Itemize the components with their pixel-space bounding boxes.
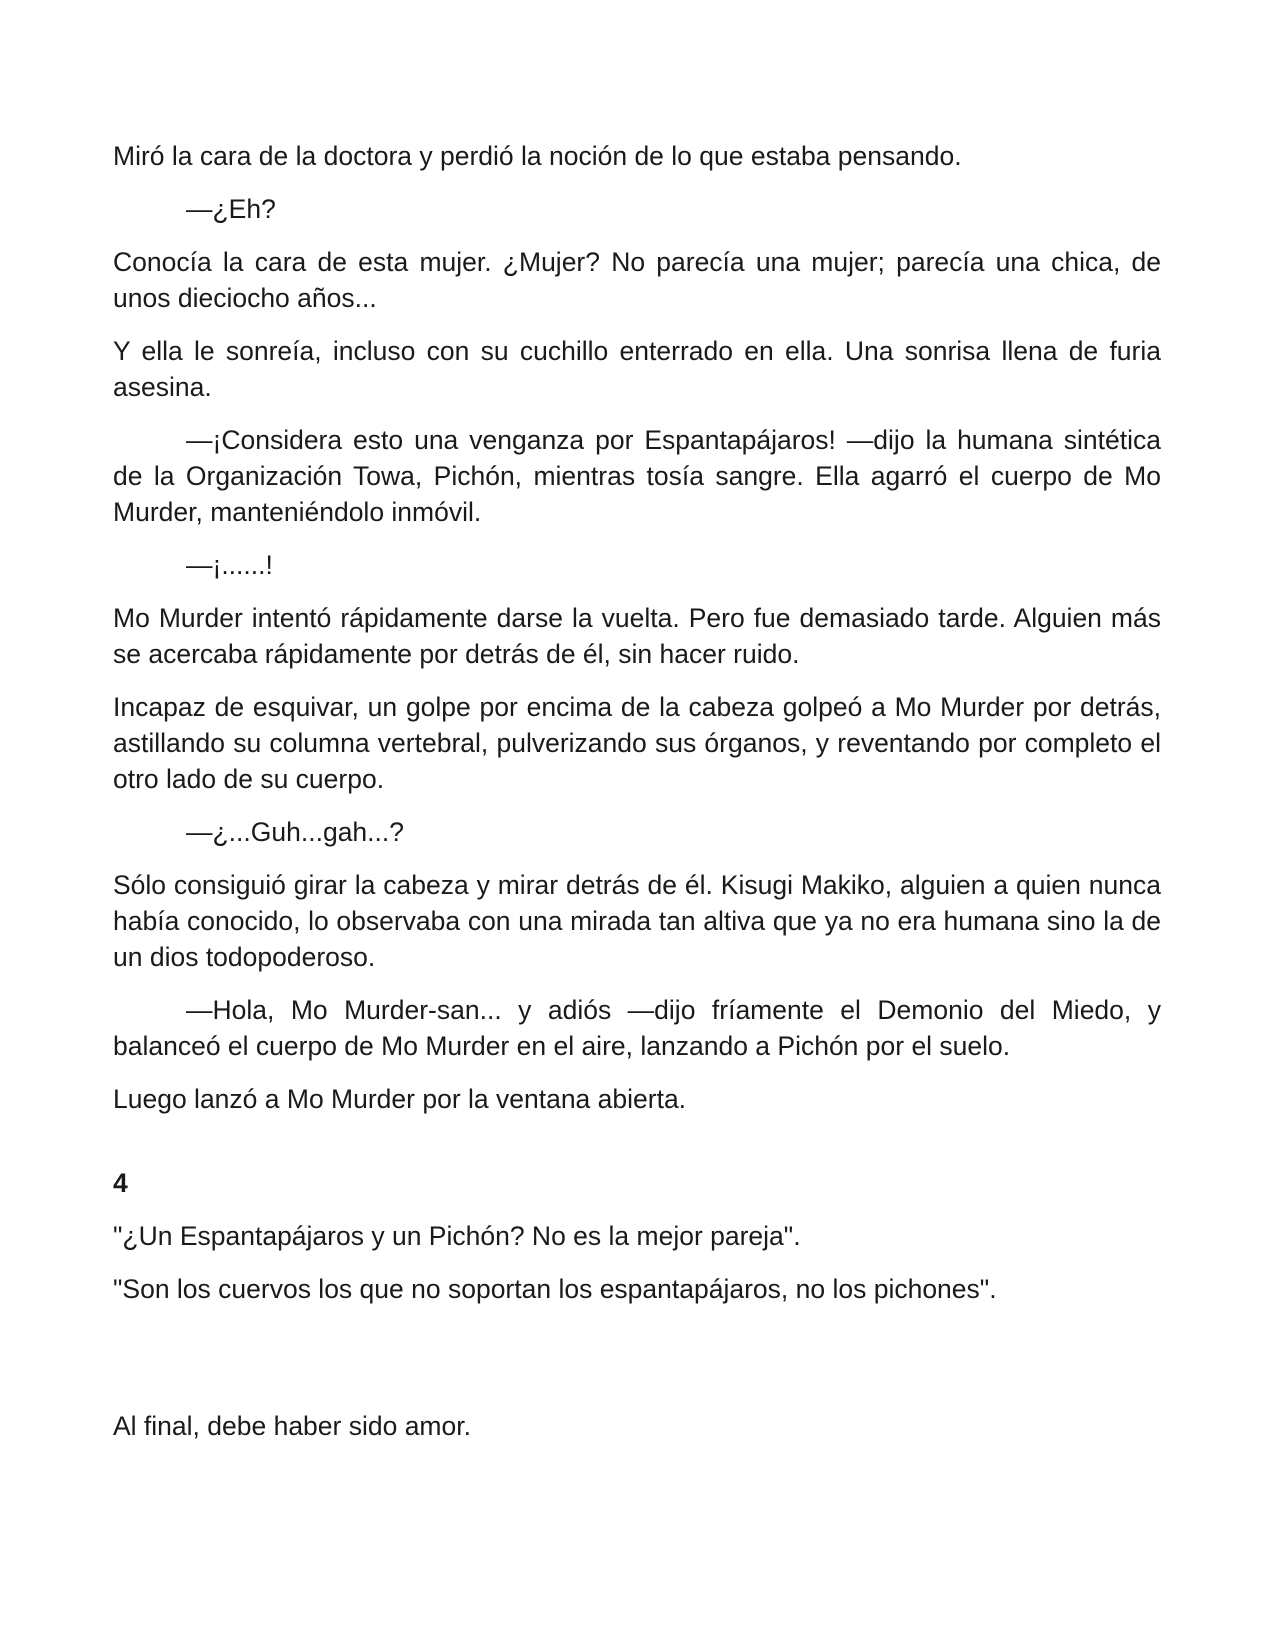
dialogue-line: —¿...Guh...gah...? <box>186 817 404 847</box>
paragraph: "¿Un Espantapájaros y un Pichón? No es la mejor pareja". <box>113 1221 801 1251</box>
dialogue-line: —Hola, Mo Murder-san... y adiós —dijo fríamente el Demonio del Miedo, y balanceó el cuerpo de Mo Murder en el aire, lanzando a Pichón por el suelo. <box>113 995 1161 1061</box>
paragraph: Sólo consiguió girar la cabeza y mirar detrás de él. Kisugi Makiko, alguien a quien nunca había conocido, lo observaba con una mirada tan altiva que ya no era humana sino la de un dios todopoderoso. <box>113 870 1161 972</box>
paragraph: "Son los cuervos los que no soportan los espantapájaros, no los pichones". <box>113 1274 997 1304</box>
paragraph: Incapaz de esquivar, un golpe por encima de la cabeza golpeó a Mo Murder por detrás, astillando su columna vertebral, pulverizando sus órganos, y reventando por completo el otro lado de su cuerpo. <box>113 692 1161 794</box>
final-line: Al final, debe haber sido amor. <box>113 1411 471 1441</box>
dialogue-line: —¡Considera esto una venganza por Espantapájaros! —dijo la humana sintética de la Organización Towa, Pichón, mientras tosía sangre. Ella agarró el cuerpo de Mo Murder, manteniéndolo inmóvil. <box>113 425 1161 527</box>
paragraph: Conocía la cara de esta mujer. ¿Mujer? No parecía una mujer; parecía una chica, de unos dieciocho años... <box>113 247 1161 313</box>
document-page <box>113 138 1161 1461</box>
dialogue-line: —¿Eh? <box>186 194 276 224</box>
paragraph: Miró la cara de la doctora y perdió la noción de lo que estaba pensando. <box>113 141 962 171</box>
dialogue-line: —¡......! <box>186 550 273 580</box>
paragraph: Y ella le sonreía, incluso con su cuchillo enterrado en ella. Una sonrisa llena de furia asesina. <box>113 336 1161 402</box>
paragraph: Luego lanzó a Mo Murder por la ventana abierta. <box>113 1084 687 1114</box>
paragraph: Mo Murder intentó rápidamente darse la vuelta. Pero fue demasiado tarde. Alguien más se acercaba rápidamente por detrás de él, sin hacer ruido. <box>113 603 1161 669</box>
section-number: 4 <box>113 1168 128 1198</box>
